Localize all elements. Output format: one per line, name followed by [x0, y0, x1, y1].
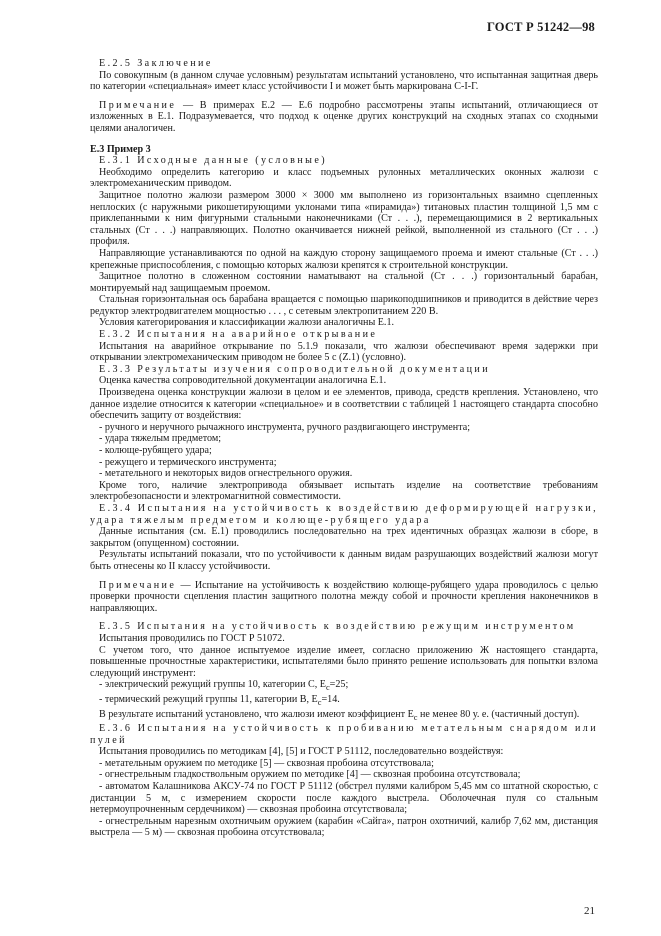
heading-e32: Е.3.2 Испытания на аварийное открывание: [99, 329, 378, 341]
heading-e35: Е.3.5 Испытания на устойчивость к воздействию режущим инструментом: [99, 621, 576, 633]
paragraph: Защитное полотно в сложенном состоянии наматывают на стальной (Ст . . .) горизонтальный барабан, монтируемый над защищаемым проемом.: [90, 271, 598, 294]
list-item: - режущего и термического инструмента;: [99, 456, 277, 468]
heading-e25: Е.2.5 Заключение: [99, 58, 213, 69]
note-text: — Испытание на устойчивость к воздействию колюще-рубящего удара проводилось с целью проверки прочности сцепления пластин защитного полотна между собой и прочности крепления наконечников в направляющих.: [90, 579, 598, 614]
paragraph: В результате испытаний установлено, что жалюзи имеют коэффициент $Е_с$ не менее 80 у. е. (частичный доступ).: [99, 708, 580, 722]
list-item: - удара тяжелым предметом;: [99, 433, 222, 445]
list-item: - огнестрельным нарезным охотничьим оружием (карабин «Сайга», патрон охотничий, калибр 7,62 мм, дистанция выстрела — 5 м) — сквозная пробоина отсутствовала;: [90, 815, 598, 839]
list-item: - электрический режущий группы 10, категории С, $Е_с=25$;: [99, 679, 349, 693]
heading-e33: Е.3.3 Результаты изучения сопроводительной документации: [99, 363, 491, 375]
paragraph: Данные испытания (см. Е.1) проводились последовательно на трех идентичных образцах жалюзи в сборе, в закрытом (опущенном) состоянии.: [90, 526, 598, 549]
paragraph: По совокупным (в данном случае условным) результатам испытаний установлено, что испытанная защитная дверь по категории «специальная» имеет класс устойчивости I и может быть маркирована С-I-Г.: [90, 69, 598, 93]
paragraph: Испытания проводились по методикам [4], [5] и ГОСТ Р 51112, последовательно воздействуя:: [99, 746, 504, 758]
list-item: - термический режущий группы 11, категории В, $Е_с=14$.: [99, 693, 340, 707]
paragraph: Направляющие устанавливаются по одной на каждую сторону защищаемого проема и имеют стальные (Ст . . .) крепежные приспособления, с помощью которых жалюзи крепятся к строительной конструкции.: [90, 247, 598, 271]
page-content: [90, 58, 598, 839]
note-e25: [90, 100, 598, 135]
list-item: - огнестрельным гладкоствольным оружием по методике [4] — сквозная пробоина отсутствовала;: [99, 769, 521, 781]
note-e34: [90, 580, 598, 615]
paragraph: С учетом того, что данное испытуемое изделие имеет, согласно приложению Ж настоящего стандарта, повышенные прочностные характеристики, испытателями было принято решение использовать для попытки взлома следующий инструмент:: [90, 644, 598, 679]
paragraph: Условия категорирования и классификации жалюзи аналогичны Е.1.: [99, 317, 395, 329]
page-header-standard: ГОСТ Р 51242—98: [486, 20, 595, 34]
list-item: - метательным оружием по методике [5] — сквозная пробоина отсутствовала;: [99, 757, 434, 769]
paragraph: Испытания проводились по ГОСТ Р 51072.: [99, 632, 285, 644]
paragraph: Результаты испытаний показали, что по устойчивости к данным видам разрушающих воздействий жалюзи могут быть отнесены ко II классу устойчивости.: [90, 549, 598, 572]
heading-e34: Е.3.4 Испытания на устойчивость к воздействию деформирующей нагрузки, удара тяжелым предметом и колюще-рубящего удара: [90, 502, 598, 526]
paragraph: Защитное полотно жалюзи размером 3000 × 3000 мм выполнено из горизонтальных взаимно сцепленных неплоских (с наружными рикошетирующими уклонами типа «пирамида») титановых пластин толщиной 1,5 мм с приклепанными к ним фигурными стальными наконечниками (Ст . . .), перемещающимися в 2 вертикальных стальных (Ст . . .) направляющих. Полотно оканчивается нижней рейкой, выполненной из стального (Ст . . .) профиля.: [90, 189, 598, 248]
list-item: - ручного и неручного рычажного инструмента, ручного раздвигающего инструмента;: [99, 421, 471, 433]
list-item: - автоматом Калашникова АКСУ-74 по ГОСТ Р 51112 (обстрел пулями калибром 5,45 мм со штатной скоростью, с дистанции 5 м, с измерением скорости после каждого выстрела. Оболочечная пуля со стальным нетермоупрочненным сердечником) — сквозная пробоина отсутствовала;: [90, 781, 598, 816]
note-label: Примечание: [99, 579, 177, 591]
heading-e3: Е.3 Пример 3: [90, 143, 151, 155]
note-label: Примечание: [99, 99, 177, 111]
list-item: - колюще-рубящего удара;: [99, 445, 212, 456]
paragraph: Испытания на аварийное открывание по 5.1.9 показали, что жалюзи обеспечивают время задержки при открывании электромеханическим приводом не более 5 с (Z.1) (условно).: [90, 340, 598, 364]
paragraph: Произведена оценка конструкции жалюзи в целом и ее элементов, привода, средств крепления. Установлено, что данное изделие относится к категории «специальное» и в соответствии с таблицей 1 настоящего стандарта способно обеспечить защиту от воздействия:: [90, 387, 598, 422]
list-tools: [90, 679, 598, 708]
page-number: 21: [584, 905, 595, 917]
list-protection: [90, 422, 598, 480]
heading-e36: Е.3.6 Испытания на устойчивость к пробиванию метательным снарядом или пулей: [90, 723, 598, 746]
heading-e31: Е.3.1 Исходные данные (условные): [99, 155, 327, 167]
paragraph: Кроме того, наличие электропривода обязывает испытать изделие на соответствие требованиям электробезопасности и электромагнитной совместимости.: [90, 479, 598, 503]
note-text: — В примерах Е.2 — Е.6 подробно рассмотрены этапы испытаний, отличающиеся от изложенных в Е.1. Подразумевается, что подход к оценке других конструкций на сходных этапах со сходными целями аналогичен.: [90, 99, 598, 134]
paragraph: Оценка качества сопроводительной документации аналогична Е.1.: [99, 375, 387, 387]
list-weapons: [90, 758, 598, 839]
list-item: - метательного и некоторых видов огнестрельного оружия.: [99, 468, 353, 480]
paragraph: Необходимо определить категорию и класс подъемных рулонных металлических оконных жалюзи с электромеханическим приводом.: [90, 166, 598, 190]
paragraph: Стальная горизонтальная ось барабана вращается с помощью шарикоподшипников и приводится в действие через редуктор электродвигателем мощностью . . . , с сетевым электропитанием 220 В.: [90, 294, 598, 317]
